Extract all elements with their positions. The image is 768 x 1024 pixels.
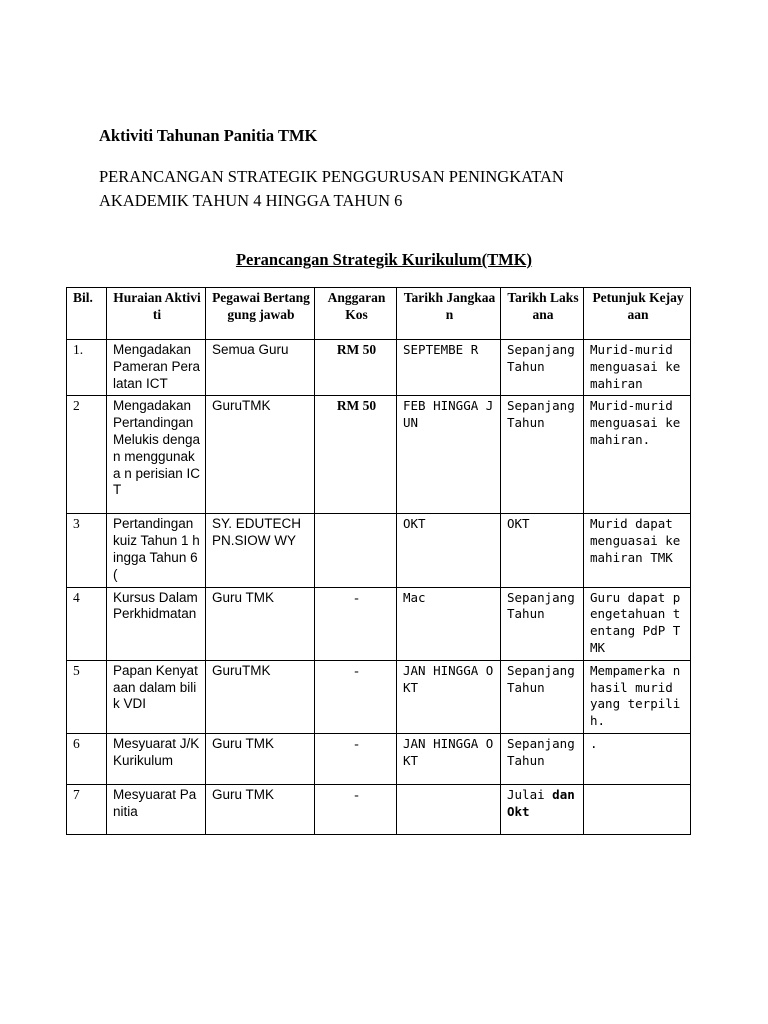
cell-huraian: Mesyuarat Panitia [107,784,206,834]
cell-laksana: Sepanjang Tahun [501,396,584,514]
header-huraian: Huraian Aktiviti [107,288,206,340]
cell-huraian: Mengadakan Pameran Peralatan ICT [107,340,206,396]
table-row [67,514,691,587]
cell-bil: 3 [67,514,107,587]
cell-pegawai: GuruTMK [206,660,315,733]
cell-laksana [501,784,584,834]
cell-jangkaan: Mac [397,587,501,660]
cell-petunjuk: Murid dapat menguasai kemahiran TMK [584,514,691,587]
cell-petunjuk: Mempamerka n hasil murid yang terpilih. [584,660,691,733]
table-title: Perancangan Strategik Kurikulum(TMK) [235,250,533,269]
cell-anggaran: - [315,784,397,834]
cell-jangkaan: SEPTEMBE R [397,340,501,396]
cell-bil: 6 [67,733,107,784]
cell-pegawai: Semua Guru [206,340,315,396]
table-row [67,396,691,514]
cell-laksana: OKT [501,514,584,587]
cell-anggaran: - [315,587,397,660]
cell-petunjuk: Guru dapat pengetahuan tentang PdP TMK [584,587,691,660]
cell-pegawai: Guru TMK [206,587,315,660]
header-pegawai: Pegawai Bertanggung jawab [206,288,315,340]
cell-jangkaan [397,784,501,834]
cell-jangkaan: JAN HINGGA OKT [397,733,501,784]
cell-jangkaan: JAN HINGGA OKT [397,660,501,733]
cell-petunjuk: Murid-murid menguasai kemahiran [584,340,691,396]
cell-laksana: Sepanjang Tahun [501,660,584,733]
cell-bil: 4 [67,587,107,660]
cell-bil: 7 [67,784,107,834]
cell-petunjuk [584,784,691,834]
heading-line-1: PERANCANGAN STRATEGIK PENGGURUSAN PENINGKATAN [99,167,564,186]
cell-huraian: Papan Kenyataan dalam bilik VDI [107,660,206,733]
header-jangkaan: Tarikh Jangkaan [397,288,501,340]
table-row [67,587,691,660]
cell-pegawai: Guru TMK [206,733,315,784]
cell-bil: 5 [67,660,107,733]
document-heading [99,165,564,213]
heading-line-2: AKADEMIK TAHUN 4 HINGGA TAHUN 6 [99,191,403,210]
table-row [67,784,691,834]
cell-pegawai: SY. EDUTECH PN.SIOW WY [206,514,315,587]
table-row [67,660,691,733]
cell-anggaran [315,514,397,587]
cell-anggaran: - [315,733,397,784]
cell-anggaran: - [315,660,397,733]
cell-pegawai: Guru TMK [206,784,315,834]
header-petunjuk: Petunjuk Kejayaan [584,288,691,340]
cell-bil: 1. [67,340,107,396]
table-header-row [67,288,691,340]
table-row [67,733,691,784]
cell-huraian: Mesyuarat J/K Kurikulum [107,733,206,784]
cell-anggaran: RM 50 [315,396,397,514]
cell-anggaran: RM 50 [315,340,397,396]
header-anggaran: Anggaran Kos [315,288,397,340]
cell-bil: 2 [67,396,107,514]
cell-huraian: Pertandingan kuiz Tahun 1 hingga Tahun 6 ( [107,514,206,587]
cell-laksana-prefix: Julai [507,786,545,802]
cell-laksana: Sepanjang Tahun [501,587,584,660]
cell-laksana: Sepanjang Tahun [501,733,584,784]
strategic-plan-table [66,287,691,835]
cell-laksana: Sepanjang Tahun [501,340,584,396]
cell-jangkaan: OKT [397,514,501,587]
cell-petunjuk: Murid-murid menguasai kemahiran. [584,396,691,514]
header-bil: Bil. [67,288,107,340]
cell-jangkaan: FEB HINGGA JUN [397,396,501,514]
table-row [67,340,691,396]
cell-petunjuk: . [584,733,691,784]
document-title: Aktiviti Tahunan Panitia TMK [99,126,318,145]
cell-pegawai: GuruTMK [206,396,315,514]
cell-huraian: Kursus Dalam Perkhidmatan [107,587,206,660]
cell-laksana-bold: dan Okt [507,786,575,819]
header-laksana: Tarikh Laksana [501,288,584,340]
cell-huraian: Mengadakan Pertandingan Melukis dengan menggunaka n perisian ICT [107,396,206,514]
